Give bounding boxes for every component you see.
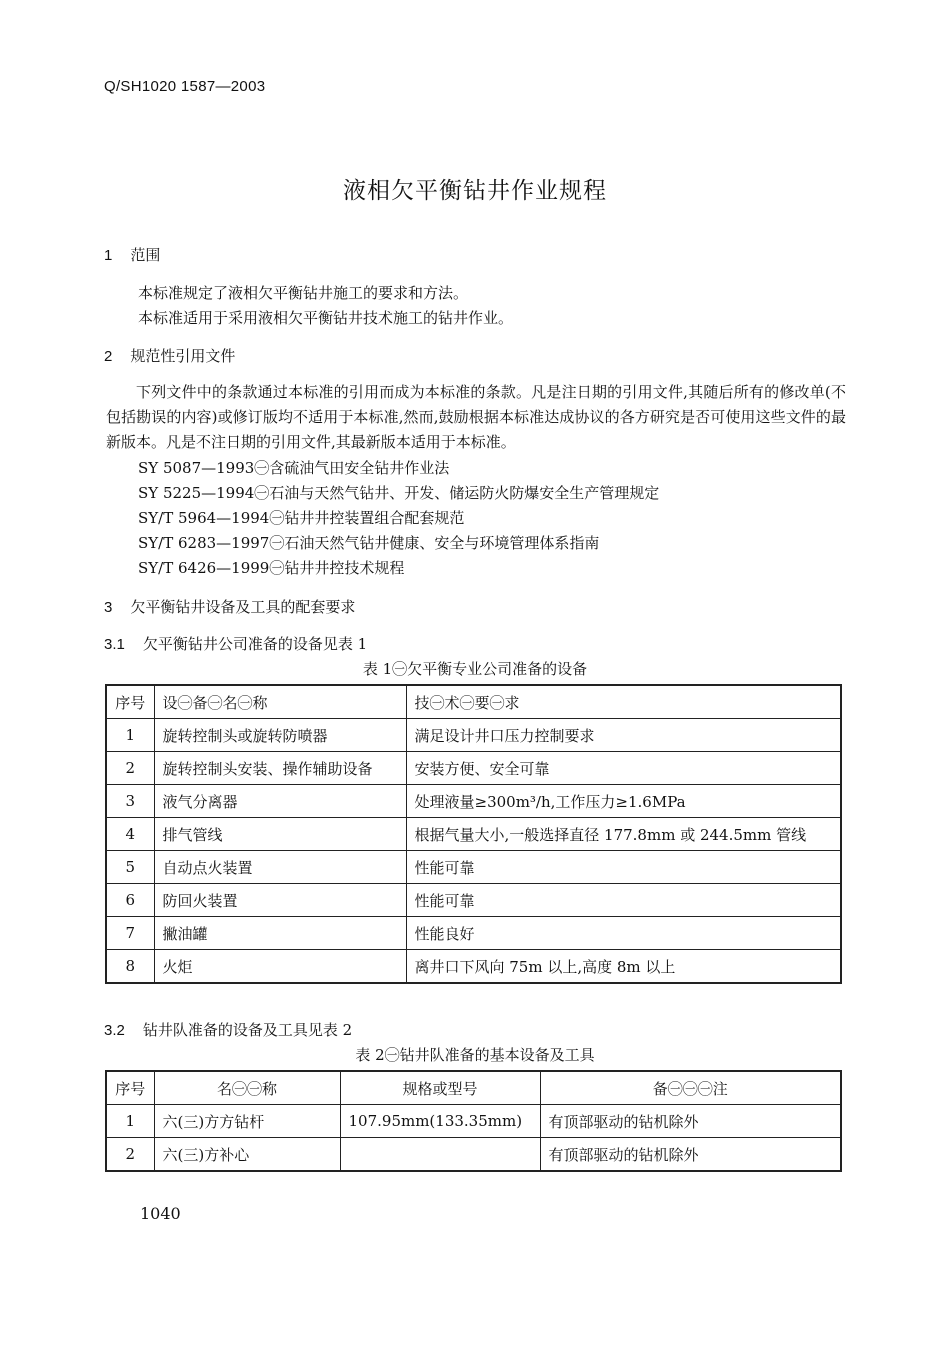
- page-number: 1040: [140, 1204, 181, 1223]
- section-title: 范围: [130, 246, 161, 264]
- document-number: Q/SH1020 1587—2003: [104, 78, 266, 95]
- document-title: 液相欠平衡钻井作业规程: [343, 178, 607, 204]
- cell: 8: [106, 950, 154, 984]
- table-header-row: [106, 685, 841, 719]
- section-number: 3: [104, 599, 113, 616]
- cell: 性能可靠: [406, 851, 841, 884]
- cell: 液气分离器: [154, 785, 406, 818]
- cell: 有顶部驱动的钻机除外: [540, 1138, 841, 1172]
- cell: 处理液量≥300m³/h,工作压力≥1.6MPa: [406, 785, 841, 818]
- cell: 107.95mm(133.35mm): [340, 1105, 540, 1138]
- reference-item: SY/T 5964—1994㊀钻井井控装置组合配套规范: [138, 509, 465, 527]
- section-3-heading: [104, 596, 355, 617]
- table-row: [106, 752, 841, 785]
- cell: 排气管线: [154, 818, 406, 851]
- reference-item: SY 5087—1993㊀含硫油气田安全钻井作业法: [138, 459, 450, 477]
- cell: 自动点火装置: [154, 851, 406, 884]
- cell: 4: [106, 818, 154, 851]
- table-row: [106, 917, 841, 950]
- cell: 旋转控制头或旋转防喷器: [154, 719, 406, 752]
- table-row: [106, 884, 841, 917]
- cell: 2: [106, 1138, 154, 1172]
- table-row: [106, 950, 841, 984]
- section-1-heading: [104, 244, 160, 265]
- scope-paragraph-1: 本标准规定了液相欠平衡钻井施工的要求和方法。: [138, 284, 469, 302]
- cell: 3: [106, 785, 154, 818]
- table-row: [106, 1138, 841, 1172]
- header-cell: 名㊀㊀称: [154, 1071, 340, 1105]
- reference-item: SY/T 6283—1997㊀石油天然气钻井健康、安全与环境管理体系指南: [138, 534, 600, 552]
- table-2: [105, 1070, 842, 1172]
- cell: 性能良好: [406, 917, 841, 950]
- cell: 2: [106, 752, 154, 785]
- cell: 根据气量大小,一般选择直径 177.8mm 或 244.5mm 管线: [406, 818, 841, 851]
- section-title: 钻井队准备的设备及工具见表 2: [142, 1021, 353, 1039]
- header-cell: 备㊀㊀㊀注: [540, 1071, 841, 1105]
- table-row: [106, 1105, 841, 1138]
- header-cell: 序号: [106, 685, 154, 719]
- cell: 撇油罐: [154, 917, 406, 950]
- cell: 6: [106, 884, 154, 917]
- reference-item: SY/T 6426—1999㊀钻井井控技术规程: [138, 559, 405, 577]
- cell: 离井口下风向 75m 以上,高度 8m 以上: [406, 950, 841, 984]
- section-number: 2: [104, 348, 113, 365]
- cell: [340, 1138, 540, 1172]
- section-number: 3.2: [104, 1022, 125, 1039]
- cell: 性能可靠: [406, 884, 841, 917]
- table-1: [105, 684, 842, 984]
- section-title: 规范性引用文件: [130, 347, 236, 365]
- scope-paragraph-2: 本标准适用于采用液相欠平衡钻井技术施工的钻井作业。: [138, 309, 514, 327]
- cell: 六(三)方补心: [154, 1138, 340, 1172]
- table-row: [106, 785, 841, 818]
- table-row: [106, 719, 841, 752]
- references-paragraph: 下列文件中的条款通过本标准的引用而成为本标准的条款。凡是注日期的引用文件,其随后所有的修改单(不包括勘误的内容)或修订版均不适用于本标准,然而,鼓励根据本标准达成协议的各方研究是否可使用这些文件的最新版本。凡是不注日期的引用文件,其最新版本适用于本标准。: [106, 383, 846, 451]
- section-number: 1: [104, 247, 113, 264]
- section-number: 3.1: [104, 636, 125, 653]
- table-header-row: [106, 1071, 841, 1105]
- cell: 防回火装置: [154, 884, 406, 917]
- section-title: 欠平衡钻井公司准备的设备见表 1: [142, 635, 368, 653]
- table-row: [106, 818, 841, 851]
- header-cell: 设㊀备㊀名㊀称: [154, 685, 406, 719]
- cell: 满足设计井口压力控制要求: [406, 719, 841, 752]
- table-1-caption: 表 1㊀欠平衡专业公司准备的设备: [362, 660, 588, 678]
- cell: 有顶部驱动的钻机除外: [540, 1105, 841, 1138]
- section-title: 欠平衡钻井设备及工具的配套要求: [130, 598, 356, 616]
- header-cell: 规格或型号: [340, 1071, 540, 1105]
- section-3-1-heading: [104, 633, 367, 654]
- cell: 火炬: [154, 950, 406, 984]
- cell: 安装方便、安全可靠: [406, 752, 841, 785]
- header-cell: 技㊀术㊀要㊀求: [406, 685, 841, 719]
- cell: 1: [106, 1105, 154, 1138]
- table-row: [106, 851, 841, 884]
- header-cell: 序号: [106, 1071, 154, 1105]
- reference-item: SY 5225—1994㊀石油与天然气钻井、开发、储运防火防爆安全生产管理规定: [138, 484, 660, 502]
- cell: 旋转控制头安装、操作辅助设备: [154, 752, 406, 785]
- section-2-heading: [104, 345, 235, 366]
- cell: 5: [106, 851, 154, 884]
- section-3-2-heading: [104, 1019, 352, 1040]
- table-2-caption: 表 2㊀钻井队准备的基本设备及工具: [355, 1046, 595, 1064]
- cell: 六(三)方方钻杆: [154, 1105, 340, 1138]
- cell: 7: [106, 917, 154, 950]
- cell: 1: [106, 719, 154, 752]
